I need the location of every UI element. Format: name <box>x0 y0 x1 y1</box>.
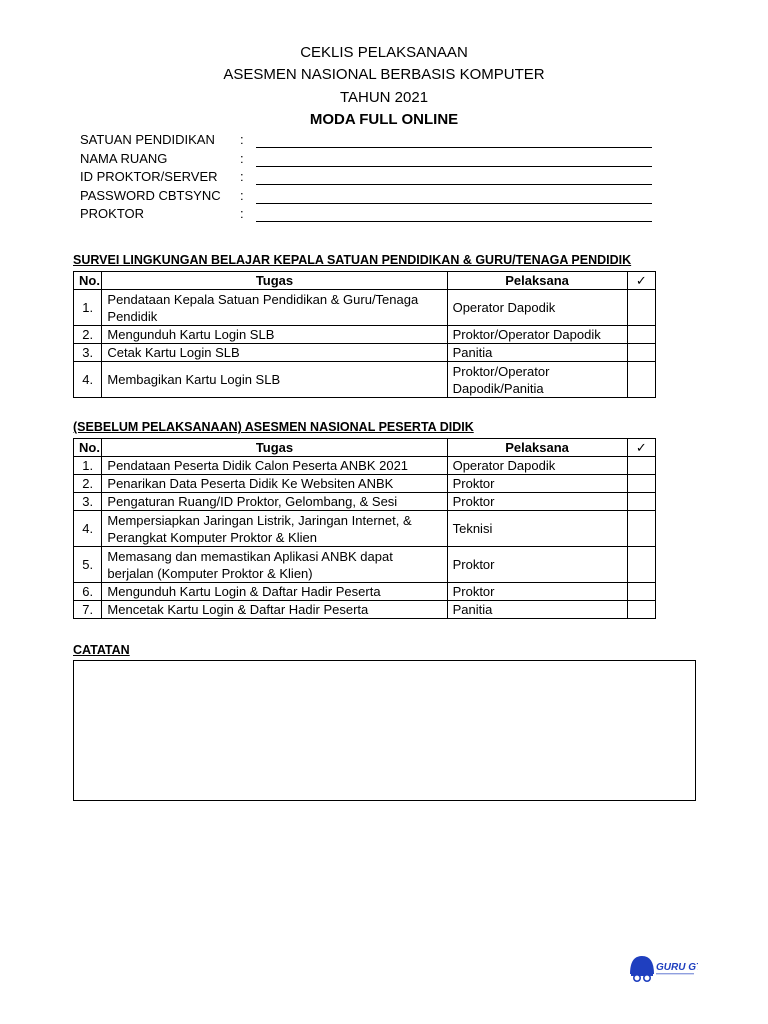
doc-title-line3: TAHUN 2021 <box>339 89 429 106</box>
col-header-pelaksana: Pelaksana <box>447 439 627 457</box>
row-number: 6. <box>74 583 102 601</box>
row-task: Memasang dan memastikan Aplikasi ANBK dapat berjalan (Komputer Proktor & Klien) <box>102 547 447 583</box>
section2-table <box>73 438 656 619</box>
row-pelaksana: Panitia <box>447 601 627 619</box>
field-label: PASSWORD CBTSYNC <box>80 187 221 203</box>
row-task: Pengaturan Ruang/ID Proktor, Gelombang, & Sesi <box>102 493 447 511</box>
row-pelaksana: Operator Dapodik <box>447 457 627 475</box>
row-task: Mencetak Kartu Login & Daftar Hadir Peserta <box>102 601 447 619</box>
row-checkbox[interactable] <box>627 511 655 547</box>
section2-title: (SEBELUM PELAKSANAAN) ASESMEN NASIONAL PESERTA DIDIK <box>73 420 474 434</box>
field-nama-ruang <box>80 150 655 169</box>
field-fill-line[interactable] <box>256 221 652 222</box>
table-header-row <box>74 439 656 457</box>
field-label: NAMA RUANG <box>80 150 168 166</box>
notes-title: CATATAN <box>73 643 130 657</box>
guru-gt-logo <box>628 950 698 984</box>
field-fill-line[interactable] <box>256 166 652 167</box>
table-row <box>74 547 656 583</box>
table-row <box>74 493 656 511</box>
field-fill-line[interactable] <box>256 203 652 204</box>
row-number: 4. <box>74 362 102 398</box>
table-row <box>74 290 656 326</box>
section1-table <box>73 271 656 398</box>
logo-glasses-left <box>634 975 640 981</box>
logo-tagline <box>656 973 694 974</box>
row-pelaksana: Operator Dapodik <box>447 290 627 326</box>
row-pelaksana: Proktor <box>447 475 627 493</box>
field-fill-line[interactable] <box>256 184 652 185</box>
row-checkbox[interactable] <box>627 457 655 475</box>
col-header-task: Tugas <box>102 439 447 457</box>
doc-title-line1: CEKLIS PELAKSANAAN <box>300 44 468 61</box>
notes-area[interactable] <box>73 660 696 801</box>
field-colon: : <box>240 206 244 221</box>
row-number: 7. <box>74 601 102 619</box>
field-label: ID PROKTOR/SERVER <box>80 169 218 184</box>
table-header-row <box>74 272 656 290</box>
table-row <box>74 326 656 344</box>
row-number: 1. <box>74 457 102 475</box>
row-task: Pendataan Peserta Didik Calon Peserta ANBK 2021 <box>102 457 447 475</box>
table-row <box>74 457 656 475</box>
col-header-pelaksana: Pelaksana <box>447 272 627 290</box>
check-icon: ✓ <box>627 439 655 457</box>
field-password-cbtsync <box>80 187 655 206</box>
table-row <box>74 601 656 619</box>
field-colon: : <box>240 150 244 166</box>
row-task: Mengunduh Kartu Login SLB <box>102 326 447 344</box>
field-label: SATUAN PENDIDIKAN <box>80 132 215 147</box>
row-checkbox[interactable] <box>627 362 655 398</box>
row-checkbox[interactable] <box>627 493 655 511</box>
row-checkbox[interactable] <box>627 326 655 344</box>
row-pelaksana: Panitia <box>447 344 627 362</box>
row-number: 3. <box>74 344 102 362</box>
field-proktor <box>80 205 655 224</box>
row-pelaksana: Proktor <box>447 547 627 583</box>
doc-title-line2: ASESMEN NASIONAL BERBASIS KOMPUTER <box>223 66 545 83</box>
doc-title-line4: MODA FULL ONLINE <box>309 111 459 128</box>
row-task: Mengunduh Kartu Login & Daftar Hadir Peserta <box>102 583 447 601</box>
col-header-task: Tugas <box>102 272 447 290</box>
row-task: Pendataan Kepala Satuan Pendidikan & Guru/Tenaga Pendidik <box>102 290 447 326</box>
row-checkbox[interactable] <box>627 583 655 601</box>
row-checkbox[interactable] <box>627 344 655 362</box>
row-number: 2. <box>74 475 102 493</box>
table-row <box>74 583 656 601</box>
row-checkbox[interactable] <box>627 547 655 583</box>
check-icon: ✓ <box>627 272 655 290</box>
row-number: 4. <box>74 511 102 547</box>
field-satuan-pendidikan <box>80 131 655 150</box>
row-number: 1. <box>74 290 102 326</box>
field-fill-line[interactable] <box>256 147 652 148</box>
row-number: 3. <box>74 493 102 511</box>
row-task: Penarikan Data Peserta Didik Ke Websiten ANBK <box>102 475 447 493</box>
table-row <box>74 511 656 547</box>
row-checkbox[interactable] <box>627 475 655 493</box>
table-row <box>74 362 656 398</box>
col-header-no: No. <box>74 439 102 457</box>
row-task: Mempersiapkan Jaringan Listrik, Jaringan Internet, & Perangkat Komputer Proktor & Klien <box>102 511 447 547</box>
row-task: Membagikan Kartu Login SLB <box>102 362 447 398</box>
row-checkbox[interactable] <box>627 290 655 326</box>
row-task: Cetak Kartu Login SLB <box>102 344 447 362</box>
logo-glasses-right <box>644 975 650 981</box>
col-header-no: No. <box>74 272 102 290</box>
row-pelaksana: Proktor/Operator Dapodik/Panitia <box>447 362 627 398</box>
field-colon: : <box>240 169 244 184</box>
field-colon: : <box>240 132 244 147</box>
table-row <box>74 344 656 362</box>
row-number: 5. <box>74 547 102 583</box>
logo-text: GURU GT <box>656 962 698 973</box>
table-row <box>74 475 656 493</box>
logo-mark-icon <box>628 950 698 984</box>
field-label: PROKTOR <box>80 206 145 221</box>
row-pelaksana: Proktor <box>447 493 627 511</box>
field-colon: : <box>240 187 244 203</box>
row-number: 2. <box>74 326 102 344</box>
row-checkbox[interactable] <box>627 601 655 619</box>
row-pelaksana: Proktor/Operator Dapodik <box>447 326 627 344</box>
field-id-proktor <box>80 168 655 187</box>
row-pelaksana: Proktor <box>447 583 627 601</box>
row-pelaksana: Teknisi <box>447 511 627 547</box>
identity-fields <box>80 131 655 224</box>
section1-title: SURVEI LINGKUNGAN BELAJAR KEPALA SATUAN PENDIDIKAN & GURU/TENAGA PENDIDIK <box>73 253 632 267</box>
